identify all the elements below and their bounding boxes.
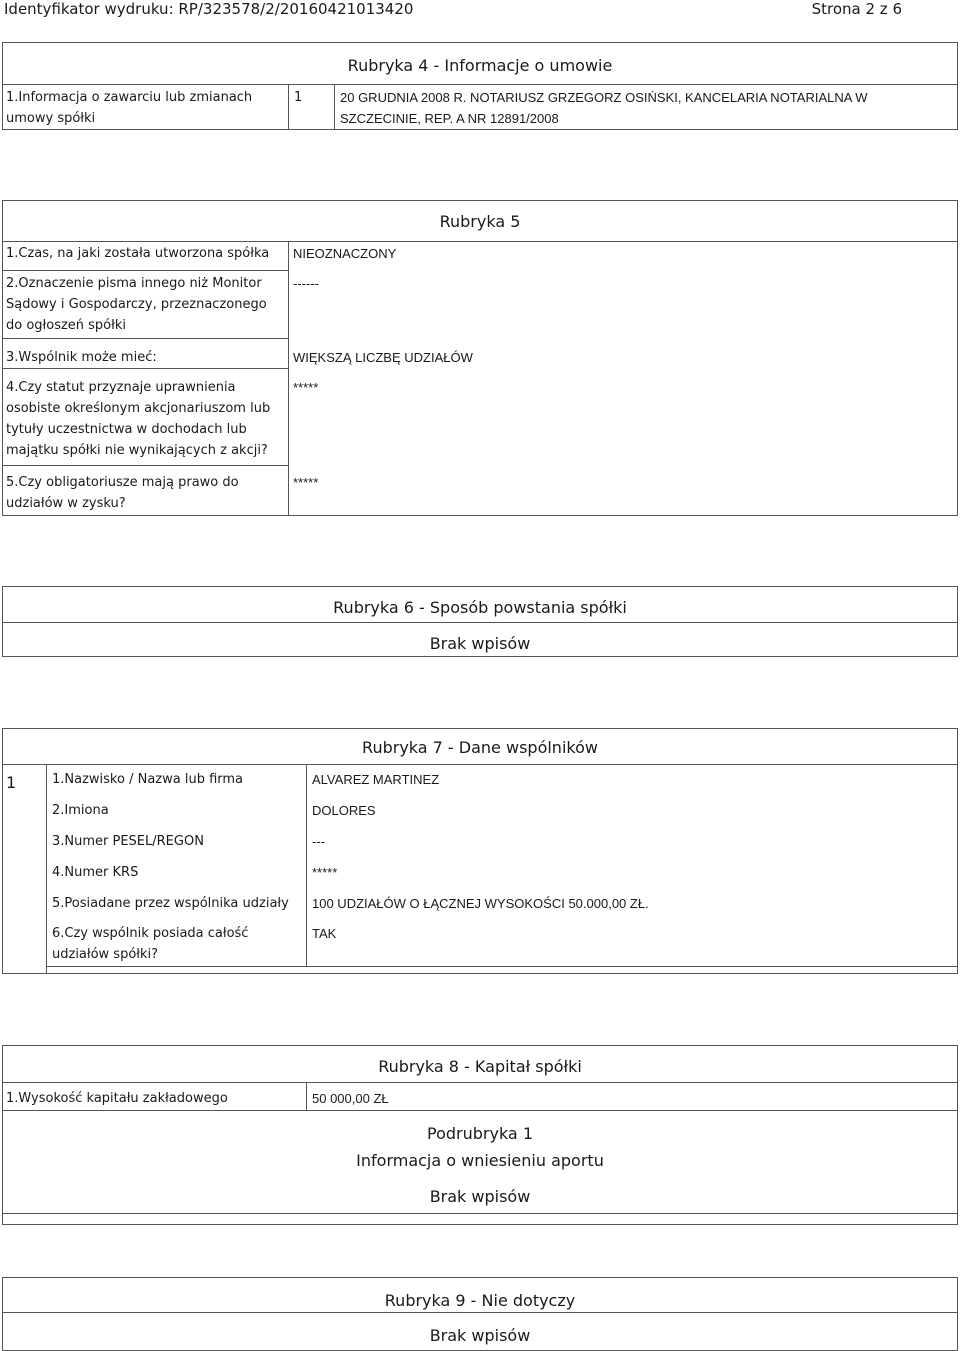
contract-info-number: 1 — [294, 90, 303, 105]
partner-pesel-label: 3.Numer PESEL/REGON — [52, 834, 204, 849]
partner-all-shares-value: TAK — [312, 926, 337, 941]
partner-pesel-value: --- — [312, 834, 325, 849]
announcement-paper-label: 2.Oznaczenie pisma innego niż Monitor Sądowy i Gospodarczy, przeznaczonego do ogłoszeń spółki — [6, 276, 267, 333]
rubryka-9-title: Rubryka 9 - Nie dotyczy — [384, 1291, 576, 1310]
partner-shares-held-value: 100 UDZIAŁÓW O ŁĄCZNEJ WYSOKOŚCI 50.000,00 ZŁ. — [312, 896, 649, 911]
partner-first-names-value: DOLORES — [312, 803, 376, 818]
rubryka-8-title: Rubryka 8 - Kapitał spółki — [378, 1057, 582, 1076]
partner-shares-held-label: 5.Posiadane przez wspólnika udziały — [52, 896, 289, 911]
bondholders-profit-label: 5.Czy obligatoriusze mają prawo do udziałów w zysku? — [6, 475, 239, 511]
share-capital-label: 1.Wysokość kapitału zakładowego — [6, 1091, 228, 1106]
subsection-empty: Brak wpisów — [429, 1187, 531, 1206]
partner-krs-value: ***** — [312, 865, 338, 880]
duration-label: 1.Czas, na jaki została utworzona spółka — [6, 246, 270, 261]
rubryka-6-empty: Brak wpisów — [429, 634, 531, 653]
rubryka-7-title: Rubryka 7 - Dane wspólników — [362, 738, 598, 757]
rubryka-9-empty: Brak wpisów — [429, 1326, 531, 1345]
partner-name-label: 1.Nazwisko / Nazwa lub firma — [52, 772, 244, 787]
partner-number: 1 — [6, 773, 17, 792]
page-number: Strona 2 z 6 — [811, 0, 902, 18]
print-identifier: Identyfikator wydruku: RP/323578/2/20160421013420 — [4, 0, 414, 18]
partner-shares-value: WIĘKSZĄ LICZBĘ UDZIAŁÓW — [293, 350, 473, 365]
contract-info-label: 1.Informacja o zawarciu lub zmianach umowy spółki — [6, 90, 253, 126]
rubryka-6-title: Rubryka 6 - Sposób powstania spółki — [333, 598, 627, 617]
duration-value: NIEOZNACZONY — [293, 246, 397, 261]
bondholders-profit-value: ***** — [293, 475, 319, 490]
contract-info-value: 20 GRUDNIA 2008 R. NOTARIUSZ GRZEGORZ OSIŃSKI, KANCELARIA NOTARIALNA W SZCZECINIE, REP. A NR 12891/2008 — [340, 90, 868, 126]
partner-name-value: ALVAREZ MARTINEZ — [312, 772, 440, 787]
share-capital-value: 50 000,00 ZŁ — [312, 1091, 389, 1106]
subsection-title: Podrubryka 1 — [427, 1124, 533, 1143]
personal-rights-label: 4.Czy statut przyznaje uprawnienia osobiste określonym akcjonariuszom lub tytuły uczestnictwa w dochodach lub majątku spółki nie wynikających z akcji? — [6, 380, 271, 458]
rubryka-4-title: Rubryka 4 - Informacje o umowie — [347, 56, 613, 75]
announcement-paper-value: ------ — [293, 276, 319, 291]
partner-shares-label: 3.Wspólnik może mieć: — [6, 350, 157, 365]
subsection-subtitle: Informacja o wniesieniu aportu — [356, 1151, 604, 1170]
rubryka-5-title: Rubryka 5 — [439, 212, 521, 231]
partner-krs-label: 4.Numer KRS — [52, 865, 139, 880]
partner-first-names-label: 2.Imiona — [52, 803, 109, 818]
personal-rights-value: ***** — [293, 380, 319, 395]
partner-all-shares-label: 6.Czy wspólnik posiada całość udziałów spółki? — [52, 926, 249, 962]
